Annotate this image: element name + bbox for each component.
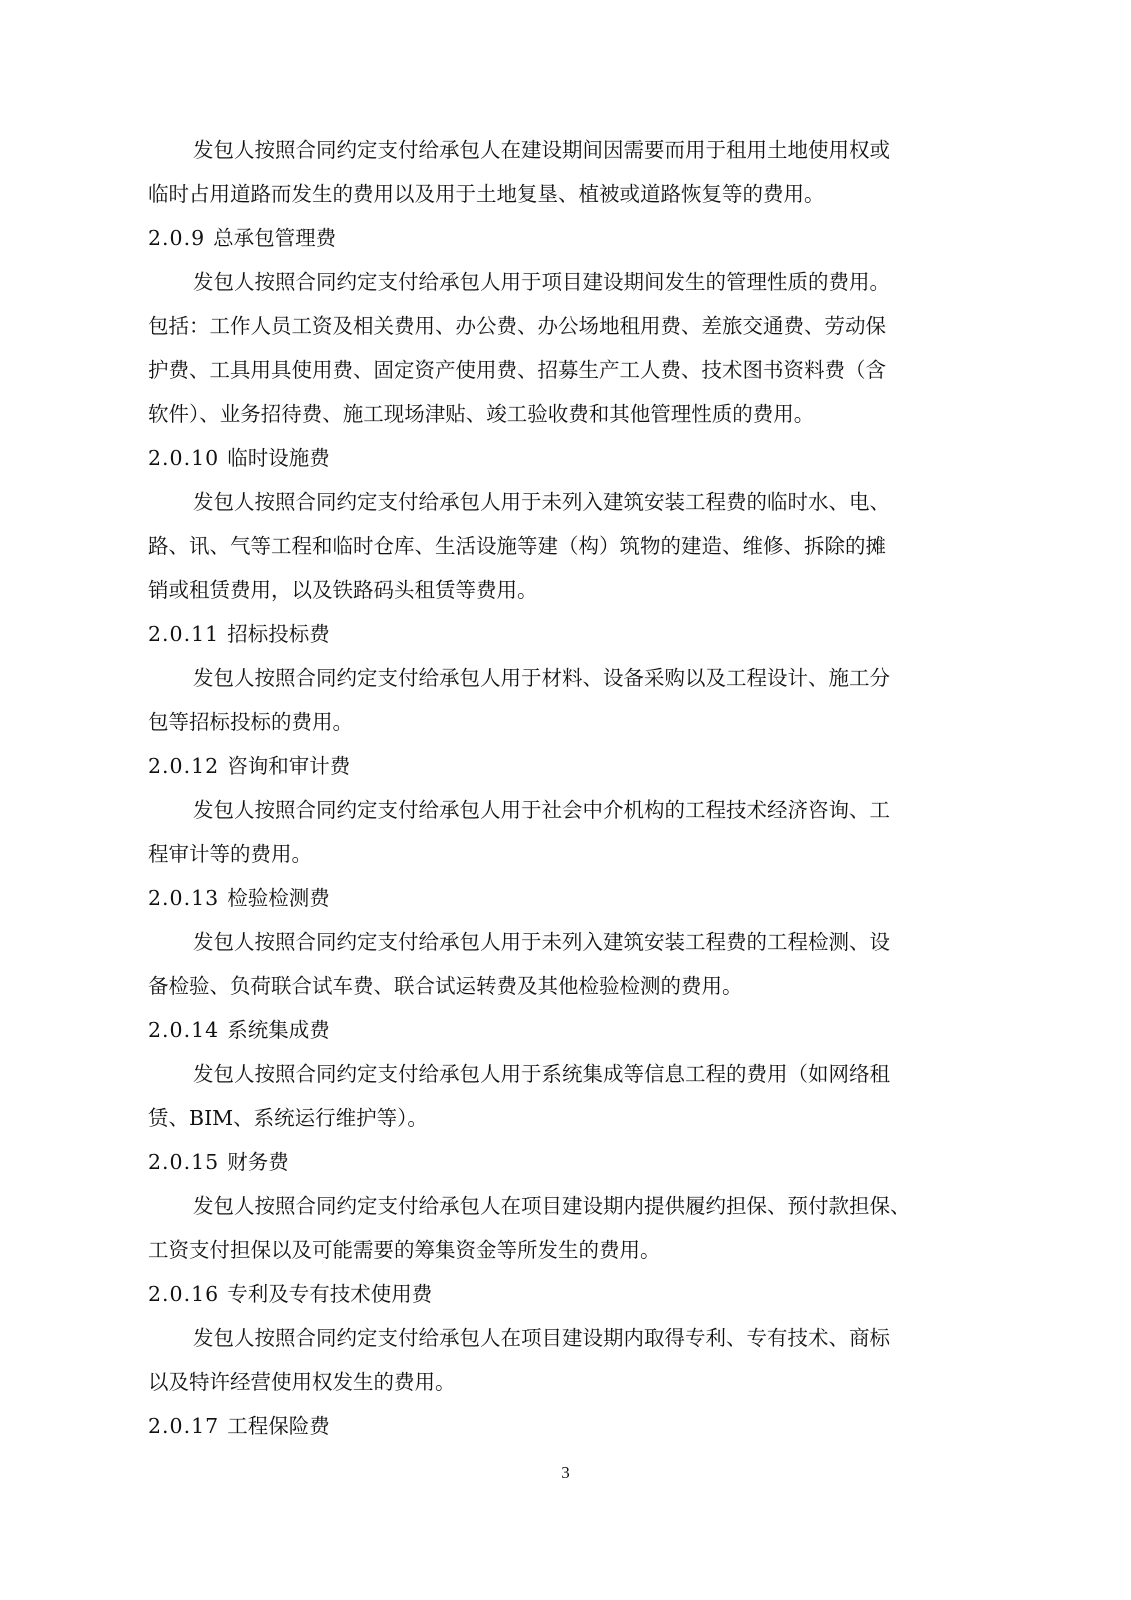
section-title: 检验检测费 — [227, 886, 330, 910]
paragraph-line: 包等招标投标的费用。 — [148, 710, 353, 734]
body-paragraph — [148, 920, 968, 1008]
paragraph-line: 程审计等的费用。 — [148, 842, 312, 866]
section-number: 2.0.10 — [148, 446, 220, 470]
section-heading — [148, 876, 968, 920]
section-title: 系统集成费 — [227, 1018, 330, 1042]
paragraph-line: 发包人按照合同约定支付给承包人用于社会中介机构的工程技术经济咨询、工 — [193, 798, 890, 822]
section-number: 2.0.13 — [148, 886, 220, 910]
body-paragraph — [148, 1184, 968, 1272]
section-heading — [148, 1140, 968, 1184]
body-paragraph — [148, 128, 968, 216]
section-title: 招标投标费 — [227, 622, 330, 646]
paragraph-line: 以及特许经营使用权发生的费用。 — [148, 1370, 456, 1394]
section-number: 2.0.12 — [148, 754, 220, 778]
body-paragraph — [148, 480, 968, 612]
section-title: 临时设施费 — [227, 446, 330, 470]
page-number: 3 — [561, 1463, 570, 1482]
section-number: 2.0.15 — [148, 1150, 220, 1174]
section-title: 财务费 — [227, 1150, 289, 1174]
paragraph-line: 发包人按照合同约定支付给承包人用于未列入建筑安装工程费的临时水、电、 — [193, 490, 890, 514]
paragraph-line: 发包人按照合同约定支付给承包人在项目建设期内取得专利、专有技术、商标 — [193, 1326, 890, 1350]
body-paragraph — [148, 656, 968, 744]
section-title: 咨询和审计费 — [227, 754, 351, 778]
body-paragraph — [148, 260, 968, 436]
body-paragraph — [148, 1316, 968, 1404]
paragraph-line: 工资支付担保以及可能需要的筹集资金等所发生的费用。 — [148, 1238, 661, 1262]
paragraph-line: 销或租赁费用，以及铁路码头租赁等费用。 — [148, 578, 538, 602]
paragraph-line: 路、讯、气等工程和临时仓库、生活设施等建（构）筑物的建造、维修、拆除的摊 — [148, 534, 886, 558]
paragraph-line: 发包人按照合同约定支付给承包人用于系统集成等信息工程的费用（如网络租 — [193, 1062, 890, 1086]
body-paragraph — [148, 788, 968, 876]
section-heading — [148, 436, 968, 480]
section-title: 总承包管理费 — [213, 226, 337, 250]
section-number: 2.0.11 — [148, 622, 220, 646]
paragraph-line: 临时占用道路而发生的费用以及用于土地复垦、植被或道路恢复等的费用。 — [148, 182, 825, 206]
section-heading — [148, 744, 968, 788]
paragraph-line: 软件）、业务招待费、施工现场津贴、竣工验收费和其他管理性质的费用。 — [148, 402, 815, 426]
paragraph-line: 发包人按照合同约定支付给承包人用于未列入建筑安装工程费的工程检测、设 — [193, 930, 890, 954]
section-number: 2.0.17 — [148, 1414, 220, 1438]
paragraph-line: 发包人按照合同约定支付给承包人在建设期间因需要而用于租用土地使用权或 — [193, 138, 890, 162]
section-heading — [148, 612, 968, 656]
paragraph-line: 发包人按照合同约定支付给承包人用于项目建设期间发生的管理性质的费用。 — [193, 270, 890, 294]
section-heading — [148, 1404, 968, 1448]
section-number: 2.0.9 — [148, 226, 206, 250]
section-heading — [148, 1008, 968, 1052]
section-title: 工程保险费 — [227, 1414, 330, 1438]
section-heading — [148, 216, 968, 260]
paragraph-line: 包括：工作人员工资及相关费用、办公费、办公场地租用费、差旅交通费、劳动保 — [148, 314, 886, 338]
paragraph-line: 发包人按照合同约定支付给承包人在项目建设期内提供履约担保、预付款担保、 — [193, 1194, 911, 1218]
section-number: 2.0.16 — [148, 1282, 220, 1306]
section-heading — [148, 1272, 968, 1316]
paragraph-line: 发包人按照合同约定支付给承包人用于材料、设备采购以及工程设计、施工分 — [193, 666, 890, 690]
document-body — [148, 128, 968, 1448]
paragraph-line: 备检验、负荷联合试车费、联合试运转费及其他检验检测的费用。 — [148, 974, 743, 998]
body-paragraph — [148, 1052, 968, 1140]
paragraph-line: 护费、工具用具使用费、固定资产使用费、招募生产工人费、技术图书资料费（含 — [148, 358, 886, 382]
paragraph-line: 赁、BIM、系统运行维护等）。 — [148, 1106, 428, 1130]
section-title: 专利及专有技术使用费 — [227, 1282, 433, 1306]
section-number: 2.0.14 — [148, 1018, 220, 1042]
